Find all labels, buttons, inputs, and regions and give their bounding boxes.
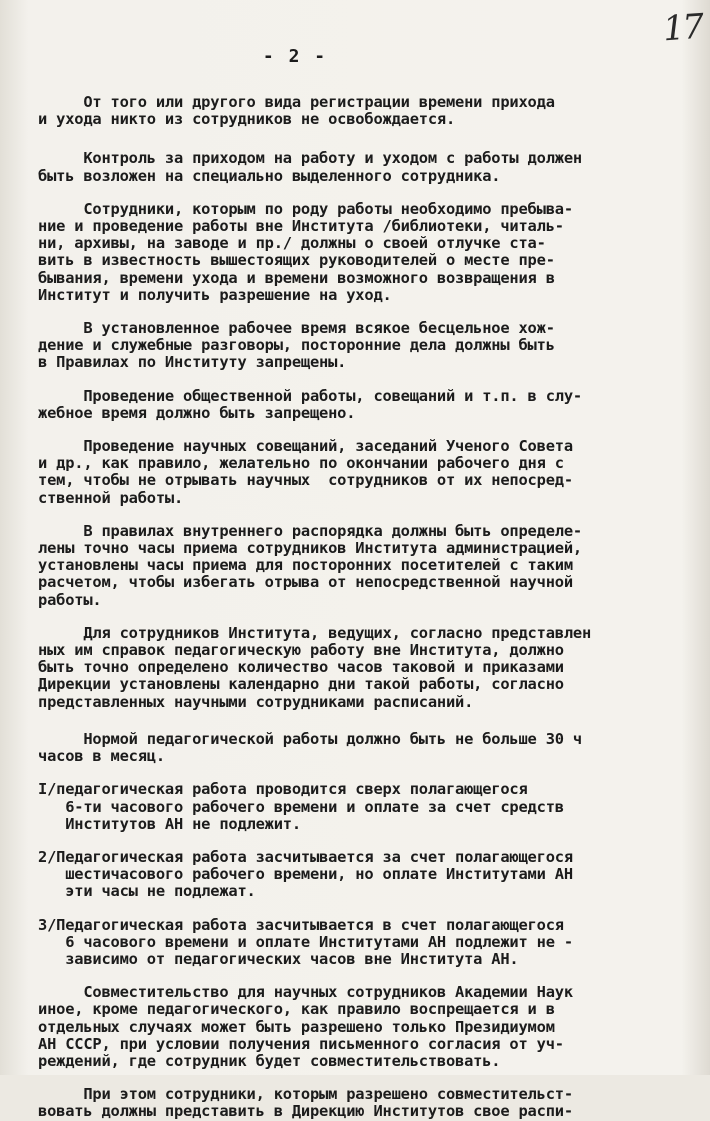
text-line: представленных научными сотрудниками расписаний. [38,692,474,711]
paragraph [38,917,672,969]
page-number: - 2 - [262,46,328,67]
text-line: быть возложен на специально выделенного сотрудника. [38,166,501,185]
text-line: реждений, где сотрудник будет совместительствовать. [38,1051,501,1070]
paragraph [38,625,672,711]
text-line: Сотрудники, которым по роду работы необходимо пребыва- [38,199,573,218]
text-line: Контроль за приходом на работу и уходом с работы должен [38,149,582,168]
text-line: в Правилах по Институту запрещены. [38,353,347,372]
text-line: шестичасового рабочего времени, но оплате Институтами АН [38,865,573,884]
text-line: 6-ти часового рабочего времени и оплате за счет средств [38,797,564,816]
text-line: бывания, времени ухода и времени возможного возвращения в [38,268,555,287]
paragraph [38,94,672,128]
paragraph [38,150,672,184]
text-line: Для сотрудников Института, ведущих, согласно представлен [38,623,592,642]
text-line: лены точно часы приема сотрудников Института администрацией, [38,539,582,558]
text-line: При этом сотрудники, которым разрешено совместительст- [38,1085,573,1104]
paragraph [38,1086,672,1120]
paragraph [38,201,672,304]
paragraph [38,388,672,422]
text-line: быть точно определено количество часов таковой и приказами [38,658,564,677]
text-line: и др., как правило, желательно по окончании рабочего дня с [38,454,564,473]
text-line: работы. [38,590,102,609]
text-line: отдельных случаях может быть разрешено только Президиумом [38,1017,555,1036]
text-line: вовать должны представить в Дирекцию Институтов свое распи- [38,1102,573,1121]
text-line: 3/Педагогическая работа засчитывается в счет полагающегося [38,915,564,934]
text-line: и ухода никто из сотрудников не освобождается. [38,110,456,129]
paragraph [38,781,672,833]
text-line: Институт и получить разрешение на уход. [38,285,392,304]
text-line: От того или другого вида регистрации времени прихода [38,93,555,111]
text-line: дение и служебные разговоры, посторонние дела должны быть [38,336,555,355]
paragraph [38,849,672,901]
text-line: АН СССР, при условии получения письменного согласия от уч- [38,1034,564,1053]
paragraph [38,523,672,609]
document-body [38,94,672,1121]
text-line: ных им справок педагогическую работу вне Института, должно [38,641,564,660]
text-line: жебное время должно быть запрещено. [38,403,356,422]
text-line: Нормой педагогической работы должно быть не больше 30 ч [38,729,582,748]
paragraph [38,984,672,1070]
text-line: зависимо от педагогических часов вне Института АН. [38,949,519,968]
text-line: Проведение научных совещаний, заседаний Ученого Совета [38,437,573,456]
text-line: ственной работы. [38,488,184,507]
text-line: Институтов АН не подлежит. [38,814,301,833]
text-line: установлены часы приема для посторонних посетителей с таким [38,556,573,575]
paragraph [38,320,672,372]
text-line: В установленное рабочее время всякое бесцельное хож- [38,319,555,338]
archive-sheet-number: 17 [661,6,704,50]
text-line: расчетом, чтобы избегать отрыва от непосредственной научной [38,573,573,592]
text-line: ни, архивы, на заводе и пр./ должны о своей отлучке ста- [38,234,546,253]
paragraph [38,731,672,765]
text-line: I/педагогическая работа проводится сверх полагающегося [38,780,528,799]
paragraph [38,438,672,507]
text-line: 2/Педагогическая работа засчитывается за счет полагающегося [38,847,573,866]
text-line: В правилах внутреннего распорядка должны быть определе- [38,521,582,540]
text-line: эти часы не подлежат. [38,882,256,901]
text-line: Совместительство для научных сотрудников Академии Наук [38,983,573,1002]
text-line: Проведение общественной работы, совещаний и т.п. в слу- [38,386,582,405]
text-line: часов в месяц. [38,747,165,766]
text-line: Дирекции установлены календарно дни такой работы, согласно [38,675,564,694]
text-line: 6 часового времени и оплате Институтами АН подлежит не - [38,932,573,951]
text-line: вить в известность вышестоящих руководителей о месте пре- [38,251,555,270]
text-line: иное, кроме педагогического, как правило воспрещается и в [38,1000,555,1019]
text-line: тем, чтобы не отрывать научных сотрудников от их непосред- [38,471,573,490]
text-line: ние и проведение работы вне Института /библиотеки, читаль- [38,217,564,236]
